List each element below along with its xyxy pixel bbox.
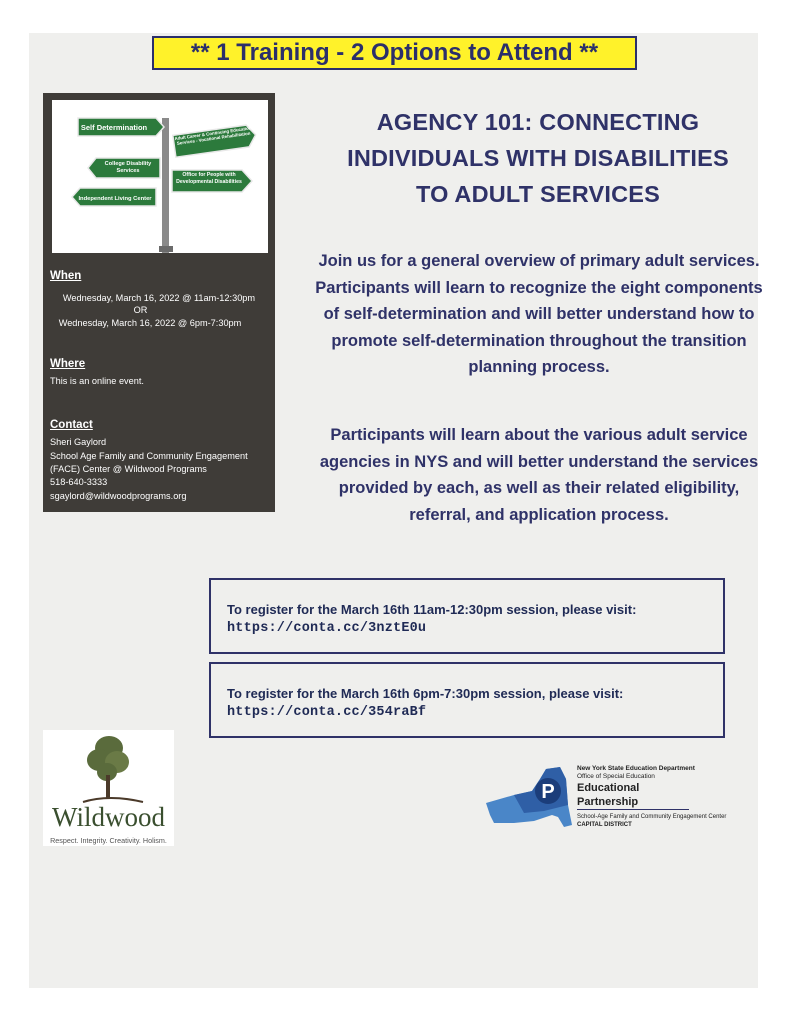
where-label: Where xyxy=(50,358,86,370)
event-title-line-1: AGENCY 101: CONNECTING xyxy=(376,109,700,135)
contact-email: sgaylord@wildwoodprograms.org xyxy=(50,491,187,501)
wildwood-logo xyxy=(43,730,174,846)
contact-org-line-2: (FACE) Center @ Wildwood Programs xyxy=(50,464,207,474)
sign5-text: Office for People with Developmental Disabilities xyxy=(176,172,242,185)
tree-icon xyxy=(43,730,174,810)
event-title xyxy=(300,104,776,212)
nysed-line-3: Educational Partnership xyxy=(577,781,689,810)
wildwood-tagline: Respect. Integrity. Creativity. Holism. xyxy=(50,836,167,845)
nysed-logo xyxy=(484,765,727,835)
signpost-pole xyxy=(162,118,169,253)
contact-phone: 518-640-3333 xyxy=(50,477,108,487)
wildwood-name: Wildwood xyxy=(52,802,165,832)
when-option-2: Wednesday, March 16, 2022 @ 6pm-7:30pm xyxy=(58,318,242,328)
where-text: This is an online event. xyxy=(50,376,144,386)
event-title-line-2: INDIVIDUALS WITH DISABILITIES xyxy=(347,145,729,171)
sign4-text: Adult Career & Continuing Education Services - Vocational Rehabilitation xyxy=(174,125,252,147)
overview-paragraph: Join us for a general overview of primary adult services. Participants will learn to recognize the eight components of self-determination and will better understand how to promote self-determination throughout the transition planning process. xyxy=(315,252,763,376)
signpost-illustration xyxy=(52,100,268,253)
nysed-line-2: Office of Special Education xyxy=(577,773,655,780)
contact-org-line-1: School Age Family and Community Engagement xyxy=(50,451,248,461)
contact-name: Sheri Gaylord xyxy=(50,437,107,447)
training-banner: ** 1 Training - 2 Options to Attend ** xyxy=(152,36,637,70)
event-title-line-3: TO ADULT SERVICES xyxy=(415,181,661,207)
signpost-photo xyxy=(52,100,268,253)
registration-text-evening: To register for the March 16th 6pm-7:30pm session, please visit: xyxy=(227,686,624,701)
svg-text:P: P xyxy=(541,781,555,803)
nysed-line-5: CAPITAL DISTRICT xyxy=(577,822,632,828)
nysed-line-1: New York State Education Department xyxy=(577,765,695,772)
registration-text-morning: To register for the March 16th 11am-12:30pm session, please visit: xyxy=(227,602,637,617)
when-or: OR xyxy=(133,305,148,315)
nysed-line-4: School-Age Family and Community Engagement Center xyxy=(577,814,727,820)
registration-box-evening xyxy=(209,662,725,738)
sign2-text: College Disability Services xyxy=(104,161,152,174)
registration-link-evening[interactable]: https://conta.cc/354raBf xyxy=(227,705,427,720)
registration-link-morning[interactable]: https://conta.cc/3nztE0u xyxy=(227,621,427,636)
sign3-text: Independent Living Center xyxy=(78,196,152,202)
agencies-paragraph: Participants will learn about the various adult service agencies in NYS and will better understand the services provided by each, as well as their related eligibility, referral, and application process. xyxy=(319,426,759,524)
registration-box-morning xyxy=(209,578,725,654)
new-york-map-icon xyxy=(484,765,579,835)
contact-label: Contact xyxy=(50,419,93,431)
sign1-text: Self Determination xyxy=(80,123,148,132)
when-option-1: Wednesday, March 16, 2022 @ 11am-12:30pm xyxy=(62,293,256,303)
when-label: When xyxy=(50,270,82,282)
